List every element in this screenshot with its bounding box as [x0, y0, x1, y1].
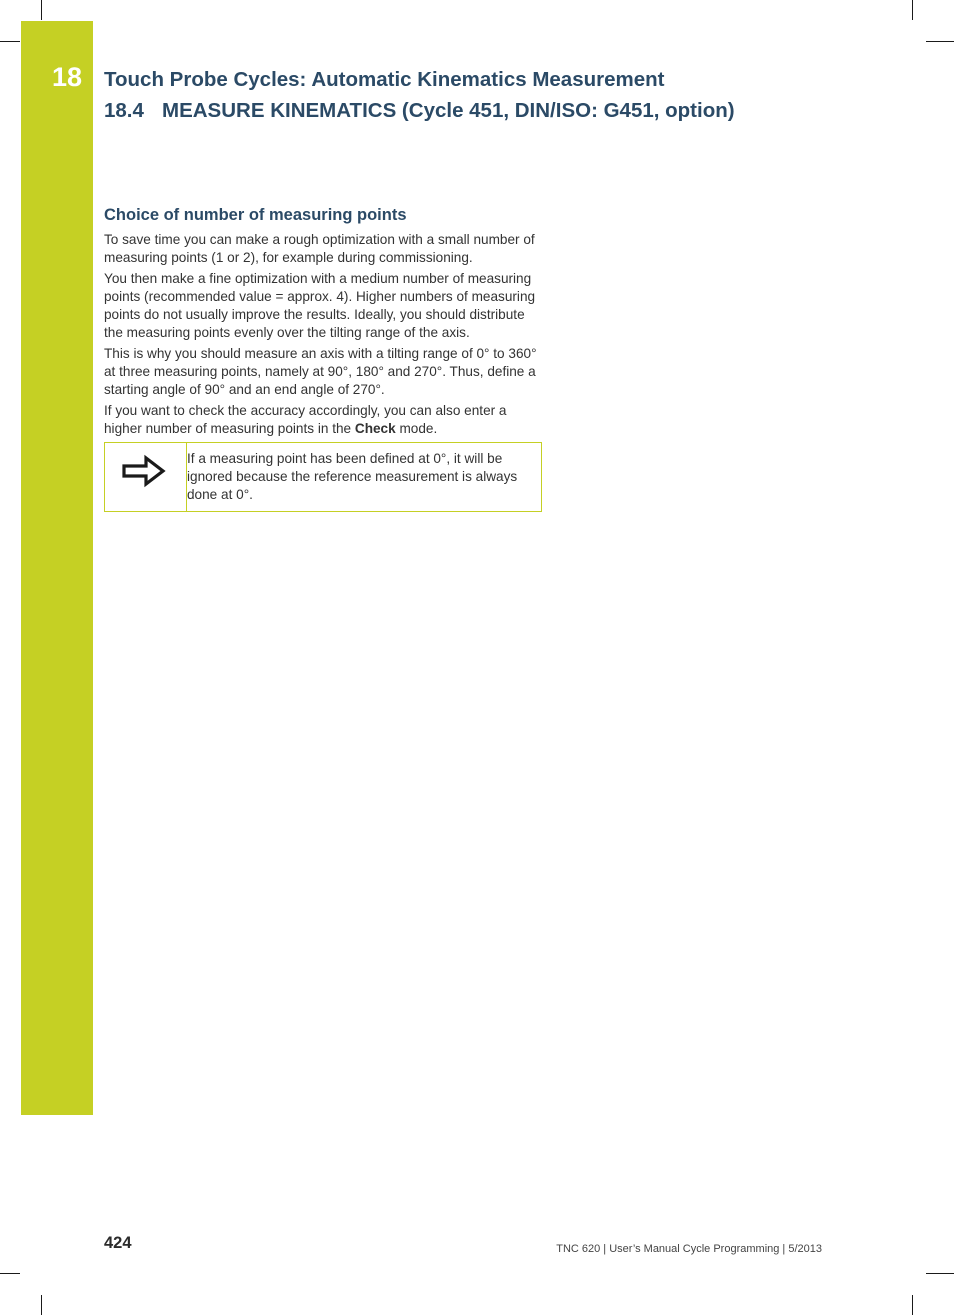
footer-text: TNC 620 | User’s Manual Cycle Programming | 5/2013 — [556, 1243, 822, 1255]
paragraph: This is why you should measure an axis with a tilting range of 0° to 360° at three measuring points, namely at 90°, 180° and 270°. Thus, define a starting angle of 90° and an end angle of 270°. — [104, 346, 537, 397]
chapter-sidebar — [21, 21, 93, 1115]
paragraph: To save time you can make a rough optimization with a small number of measuring points (1 or 2), for example during commissioning. — [104, 232, 535, 265]
page-number: 424 — [104, 1234, 132, 1252]
crop-mark — [912, 0, 913, 20]
section-title-text: MEASURE KINEMATICS (Cycle 451, DIN/ISO: G451, option) — [162, 99, 735, 122]
arrow-right-icon — [121, 453, 167, 489]
paragraph: You then make a fine optimization with a medium number of measuring points (recommended value = approx. 4). Higher numbers of measuring points do not usually improve the results. Ideally, you should distribute the measuring points evenly over the tilting range of the axis. — [104, 271, 536, 340]
note-box — [104, 442, 542, 512]
paragraph-text: mode. — [395, 421, 438, 436]
crop-mark — [926, 1273, 954, 1274]
section-title — [104, 99, 735, 123]
bold-term: Check — [354, 421, 396, 436]
crop-mark — [0, 41, 20, 42]
crop-mark — [41, 0, 42, 20]
paragraph-text: If you want to check the accuracy accordingly, you can also enter a higher number of measuring points in the — [104, 403, 507, 436]
crop-mark — [912, 1295, 913, 1315]
section-number: 18.4 — [104, 99, 144, 122]
subheading: Choice of number of measuring points — [104, 206, 407, 224]
main-content — [104, 206, 544, 512]
paragraph-with-bold — [104, 402, 544, 438]
note-text: If a measuring point has been defined at 0°, it will be ignored because the reference measurement is always done at 0°. — [187, 451, 518, 502]
chapter-number: 18 — [52, 62, 83, 92]
chapter-title: Touch Probe Cycles: Automatic Kinematics Measurement — [104, 68, 665, 91]
crop-mark — [0, 1273, 20, 1274]
crop-mark — [41, 1295, 42, 1315]
crop-mark — [926, 41, 954, 42]
